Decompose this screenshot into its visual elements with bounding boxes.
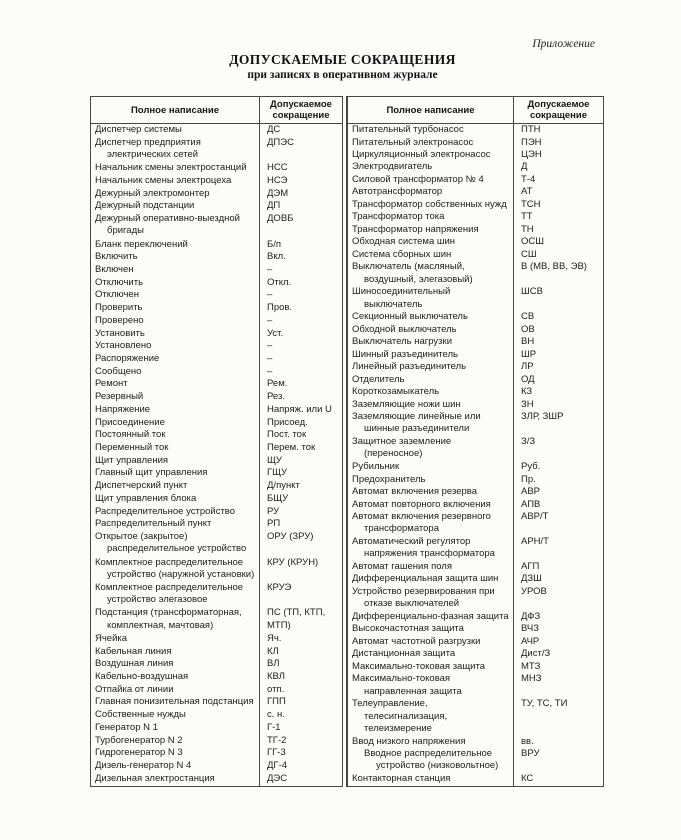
full-name-cell: Бланк переключений	[91, 239, 260, 252]
full-name-cell: Шинный разъединитель	[347, 349, 514, 361]
full-name-cell: Ввод низкого напряжения	[347, 736, 514, 748]
table-row	[91, 340, 343, 353]
full-name-cell: Дифференциально-фазная защита	[347, 611, 514, 623]
table-row	[91, 467, 343, 480]
table-row	[91, 735, 343, 748]
full-name-cell: Собственные нужды	[91, 709, 260, 722]
table-row	[347, 748, 604, 773]
full-name-cell: Распоряжение	[91, 353, 260, 366]
table-row	[91, 429, 343, 442]
full-name-cell: Максимально-токовая защита	[347, 661, 514, 673]
abbreviation-cell: Б/п	[267, 238, 282, 250]
full-name-cell: Циркуляционный электронасос	[347, 149, 514, 161]
table-row	[91, 531, 343, 556]
full-name-cell: Главная понизительная подстанция	[91, 696, 260, 709]
table-row	[91, 506, 343, 519]
abbreviation-cell: Руб.	[521, 461, 541, 473]
full-name-cell: Автоматический регулятор напряжения трансформатора	[347, 536, 514, 561]
abbreviation-cell: НСС	[267, 162, 288, 174]
abbreviation-cell: с. н.	[267, 709, 285, 721]
table-row	[91, 175, 343, 188]
abbreviation-cell: ТГ-2	[267, 734, 287, 746]
full-name-cell: Распределительное устройство	[91, 506, 260, 519]
table-row	[347, 199, 604, 211]
table-row	[347, 586, 604, 611]
full-name-cell: Щит управления	[91, 455, 260, 468]
full-name-cell: Постоянный ток	[91, 429, 260, 442]
full-name-cell: Резервный	[91, 391, 260, 404]
table-row	[91, 162, 343, 175]
abbreviation-cell: –	[267, 314, 273, 326]
table-row	[347, 474, 604, 486]
full-name-cell: Диспетчерский пункт	[91, 480, 260, 493]
table-row	[347, 499, 604, 511]
full-name-cell: Телеуправление, телесигнализация, телеизмерение	[347, 698, 514, 735]
table-row	[91, 277, 343, 290]
full-name-cell: Секционный выключатель	[347, 311, 514, 323]
abbreviation-cell: РУ	[267, 505, 280, 517]
abbreviation-cell: Д	[521, 161, 528, 173]
abbreviation-cell: ДП	[267, 200, 281, 212]
full-name-cell: Установлено	[91, 340, 260, 353]
full-name-cell: Кабельная линия	[91, 646, 260, 659]
abbreviation-cell: ЗН	[521, 398, 534, 410]
table-row	[347, 611, 604, 623]
abbreviation-cell: Д/пункт	[267, 480, 300, 492]
table-row	[347, 186, 604, 198]
abbreviation-cell: ДФЗ	[521, 610, 541, 622]
table-row	[347, 648, 604, 660]
full-name-cell: Дежурный электромонтер	[91, 188, 260, 201]
full-name-cell: Ячейка	[91, 633, 260, 646]
table-header	[347, 97, 604, 124]
abbreviation-cell: ВЧЗ	[521, 623, 539, 635]
table-row	[347, 374, 604, 386]
table-row	[347, 161, 604, 173]
table-row	[347, 636, 604, 648]
abbreviation-cell: Пров.	[267, 302, 293, 314]
abbreviation-cell: Яч.	[267, 632, 282, 644]
column-header-abbreviation: Допускаемое сокращение	[514, 97, 604, 124]
abbreviation-cell: АРН/Т	[521, 536, 549, 547]
table-row	[91, 239, 343, 252]
abbreviation-cell: ОВ	[521, 323, 535, 335]
full-name-cell: Напряжение	[91, 404, 260, 417]
full-name-cell: Обходная система шин	[347, 236, 514, 248]
full-name-cell: Проверено	[91, 315, 260, 328]
abbreviation-cell: ГГ-3	[267, 747, 286, 759]
abbreviation-cell: АПВ	[521, 498, 541, 510]
abbreviation-cell: ЩУ	[267, 454, 282, 466]
table-row	[91, 722, 343, 735]
table-row	[347, 736, 604, 748]
table-row	[347, 623, 604, 635]
table-row	[91, 213, 343, 238]
full-name-cell: Отпайка от линии	[91, 684, 260, 697]
abbreviation-cell: КЛ	[267, 645, 279, 657]
table-row	[91, 518, 343, 531]
abbreviations-table-right	[346, 96, 604, 787]
full-name-cell: Начальник смены электростанций	[91, 162, 260, 175]
full-name-cell: Присоединение	[91, 417, 260, 430]
table-row	[91, 773, 343, 787]
abbreviation-cell: ЗЛР, ЗШР	[521, 411, 564, 423]
full-name-cell: Выключатель (масляный, воздушный, элегазовый)	[347, 261, 514, 286]
full-name-cell: Открытое (закрытое) распределительное устройство	[91, 531, 260, 556]
column-header-full-name: Полное написание	[91, 97, 260, 124]
table-row	[91, 747, 343, 760]
abbreviation-cell: ДЭС	[267, 772, 288, 784]
abbreviation-cell: ТТ	[521, 211, 533, 223]
table-row	[91, 188, 343, 201]
abbreviation-cell: Дист/З	[521, 648, 551, 660]
abbreviation-cell: ПЭН	[521, 136, 542, 148]
abbreviation-cell: АВР/Т	[521, 511, 549, 523]
abbreviation-cell: ОД	[521, 373, 535, 385]
table-row	[91, 124, 343, 137]
full-name-cell: Трансформатор собственных нужд	[347, 199, 514, 211]
full-name-cell: Трансформатор напряжения	[347, 224, 514, 236]
table-row	[347, 137, 604, 149]
abbreviation-cell: ДЭМ	[267, 187, 289, 199]
table-row	[91, 455, 343, 468]
abbreviation-cell: АТ	[521, 186, 533, 198]
table-row	[91, 480, 343, 493]
abbreviation-cell: РП	[267, 518, 281, 530]
full-name-cell: Комплектное распределительное устройство элегазовое	[91, 582, 260, 607]
full-name-cell: Дежурный оперативно-выездной бригады	[91, 213, 260, 238]
abbreviation-cell: МТЗ	[521, 660, 541, 672]
table-row	[347, 561, 604, 573]
full-name-cell: Автомат включения резерва	[347, 486, 514, 498]
abbreviation-cell: Перем. ток	[267, 442, 316, 454]
abbreviation-cell: ОСШ	[521, 236, 544, 248]
full-name-cell: Дифференциальная защита шин	[347, 573, 514, 585]
abbreviation-cell: отп.	[267, 683, 285, 695]
abbreviation-cell: ДПЭС	[267, 136, 294, 148]
table-row	[91, 646, 343, 659]
abbreviation-cell: –	[267, 340, 273, 352]
abbreviation-cell: АГП	[521, 560, 540, 572]
full-name-cell: Автомат повторного включения	[347, 499, 514, 511]
abbreviation-cell: ТН	[521, 223, 534, 235]
table-row	[347, 361, 604, 373]
table-row	[91, 302, 343, 315]
abbreviation-cell: –	[267, 353, 273, 364]
table-row	[91, 200, 343, 213]
abbreviation-cell: ТСН	[521, 198, 541, 210]
abbreviation-cell: КРУЭ	[267, 581, 292, 593]
full-name-cell: Кабельно-воздушная	[91, 671, 260, 684]
abbreviation-cell: Рем.	[267, 378, 288, 390]
table-row	[347, 511, 604, 536]
abbreviation-cell: Откл.	[267, 276, 292, 288]
full-name-cell: Питательный турбонасос	[347, 124, 514, 137]
full-name-cell: Предохранитель	[347, 474, 514, 486]
table-row	[91, 684, 343, 697]
full-name-cell: Гидрогенератор N 3	[91, 747, 260, 760]
abbreviation-cell: Вкл.	[267, 251, 286, 263]
abbreviation-cell: Пр.	[521, 473, 536, 485]
full-name-cell: Включить	[91, 251, 260, 264]
abbreviation-cell: Уст.	[267, 327, 284, 339]
abbreviation-cell: ЛР	[521, 361, 534, 373]
table-row	[91, 353, 343, 366]
full-name-cell: Начальник смены электроцеха	[91, 175, 260, 188]
table-row	[91, 404, 343, 417]
right-table-body	[347, 124, 604, 787]
full-name-cell: Максимально-токовая направленная защита	[347, 673, 514, 698]
full-name-cell: Дизельная электростанция	[91, 773, 260, 787]
abbreviation-cell: –	[267, 263, 273, 275]
table-row	[347, 211, 604, 223]
page-annotation: Приложение	[532, 38, 595, 50]
abbreviation-cell: АВР	[521, 486, 541, 498]
table-row	[347, 461, 604, 473]
table-row	[91, 137, 343, 162]
page-title: ДОПУСКАЕМЫЕ СОКРАЩЕНИЯ	[229, 52, 456, 67]
full-name-cell: Контакторная станция	[347, 773, 514, 786]
abbreviation-cell: ОРУ (ЗРУ)	[267, 531, 314, 543]
table-row	[347, 324, 604, 336]
abbreviation-cell: ДГ-4	[267, 760, 288, 772]
table-row	[91, 582, 343, 607]
full-name-cell: Питательный электронасос	[347, 137, 514, 149]
full-name-cell: Диспетчер предприятия электрических сетей	[91, 137, 260, 162]
full-name-cell: Устройство резервирования при отказе выключателей	[347, 586, 514, 611]
full-name-cell: Линейный разъединитель	[347, 361, 514, 373]
abbreviation-cell: Присоед.	[267, 416, 308, 428]
abbreviation-cell: КЗ	[521, 386, 533, 398]
full-name-cell: Высокочастотная защита	[347, 623, 514, 635]
abbreviation-cell: ВЛ	[267, 658, 280, 670]
abbreviation-cell: ДОВБ	[267, 213, 294, 225]
full-name-cell: Дежурный подстанции	[91, 200, 260, 213]
full-name-cell: Дизель-генератор N 4	[91, 760, 260, 773]
full-name-cell: Воздушная линия	[91, 658, 260, 671]
full-name-cell: Отключен	[91, 289, 260, 302]
full-name-cell: Заземляющие линейные или шинные разъединители	[347, 411, 514, 436]
full-name-cell: Система сборных шин	[347, 249, 514, 261]
abbreviation-cell: Напряж. или U	[267, 403, 332, 415]
table-row	[347, 174, 604, 186]
table-row	[91, 493, 343, 506]
abbreviation-cell: БЩУ	[267, 492, 289, 504]
full-name-cell: Вводное распределительное устройство (низковольтное)	[347, 748, 514, 773]
table-header	[91, 97, 343, 124]
left-table-body	[91, 124, 343, 787]
abbreviation-cell: АЧР	[521, 635, 540, 647]
abbreviation-cell: В (МВ, ВВ, ЭВ)	[521, 261, 587, 273]
abbreviation-cell: СВ	[521, 311, 535, 323]
full-name-cell: Трансформатор тока	[347, 211, 514, 223]
full-name-cell: Установить	[91, 328, 260, 341]
full-name-cell: Отключить	[91, 277, 260, 290]
abbreviation-cell: МНЗ	[521, 673, 542, 685]
abbreviation-cell: ВРУ	[521, 748, 540, 760]
abbreviation-cell: НСЭ	[267, 174, 288, 186]
abbreviation-cell: З/З	[521, 436, 536, 448]
abbreviations-table-left	[90, 96, 343, 787]
page-subtitle: при записях в оперативном журнале	[247, 69, 438, 81]
full-name-cell: Выключатель нагрузки	[347, 336, 514, 348]
table-row	[347, 249, 604, 261]
full-name-cell: Шиносоединительный выключатель	[347, 286, 514, 311]
table-row	[91, 658, 343, 671]
full-name-cell: Турбогенератор N 2	[91, 735, 260, 748]
full-name-cell: Заземляющие ножи шин	[347, 399, 514, 411]
table-row	[91, 557, 343, 582]
abbreviations-tables-region	[90, 96, 597, 787]
abbreviation-cell: ВН	[521, 336, 535, 348]
full-name-cell: Распределительный пункт	[91, 518, 260, 531]
table-row	[91, 251, 343, 264]
full-name-cell: Рубильник	[347, 461, 514, 473]
header-row	[91, 97, 343, 124]
table-row	[347, 286, 604, 311]
abbreviation-cell: КВЛ	[267, 671, 285, 683]
table-row	[347, 236, 604, 248]
full-name-cell: Автомат частотной разгрузки	[347, 636, 514, 648]
full-name-cell: Защитное заземление (переносное)	[347, 436, 514, 461]
abbreviation-cell: –	[267, 289, 273, 301]
table-row	[91, 696, 343, 709]
full-name-cell: Короткозамыкатель	[347, 386, 514, 398]
table-row	[347, 698, 604, 735]
abbreviation-cell: ТУ, ТС, ТИ	[521, 698, 568, 710]
table-row	[91, 328, 343, 341]
abbreviation-cell: ДС	[267, 124, 281, 135]
table-row	[91, 760, 343, 773]
table-row	[91, 633, 343, 646]
abbreviation-cell: ГЩУ	[267, 467, 288, 479]
abbreviation-cell: Рез.	[267, 391, 285, 403]
table-row	[347, 224, 604, 236]
table-row	[91, 417, 343, 430]
full-name-cell: Автомат включения резервного трансформатора	[347, 511, 514, 536]
abbreviation-cell: Г-1	[267, 721, 281, 733]
table-row	[347, 386, 604, 398]
full-name-cell: Обходной выключатель	[347, 324, 514, 336]
table-row	[91, 709, 343, 722]
full-name-cell: Переменный ток	[91, 442, 260, 455]
table-row	[347, 411, 604, 436]
full-name-cell: Включен	[91, 264, 260, 277]
table-row	[347, 661, 604, 673]
abbreviation-cell: –	[267, 365, 273, 377]
abbreviation-cell: ЦЭН	[521, 148, 542, 160]
full-name-cell: Подстанция (трансформаторная, комплектная, мачтовая)	[91, 607, 260, 632]
table-row	[347, 149, 604, 161]
full-name-cell: Силовой трансформатор № 4	[347, 174, 514, 186]
column-header-abbreviation: Допускаемое сокращение	[260, 97, 343, 124]
full-name-cell: Отделитель	[347, 374, 514, 386]
full-name-cell: Главный щит управления	[91, 467, 260, 480]
abbreviation-cell: ШР	[521, 348, 537, 360]
table-row	[91, 366, 343, 379]
full-name-cell: Щит управления блока	[91, 493, 260, 506]
abbreviation-cell: ПС (ТП, КТП, МТП)	[267, 607, 326, 631]
full-name-cell: Автотрансформатор	[347, 186, 514, 198]
abbreviation-cell: УРОВ	[521, 585, 547, 597]
abbreviation-cell: ШСВ	[521, 286, 543, 298]
abbreviation-cell: КС	[521, 773, 534, 785]
full-name-cell: Генератор N 1	[91, 722, 260, 735]
table-row	[91, 442, 343, 455]
table-row	[347, 436, 604, 461]
table-row	[91, 607, 343, 632]
table-row	[347, 261, 604, 286]
column-header-full-name: Полное написание	[347, 97, 514, 124]
full-name-cell: Ремонт	[91, 378, 260, 391]
full-name-cell: Электродвигатель	[347, 161, 514, 173]
abbreviation-cell: ПТН	[521, 124, 541, 135]
table-row	[91, 671, 343, 684]
full-name-cell: Проверить	[91, 302, 260, 315]
full-name-cell: Комплектное распределительное устройство (наружной установки)	[91, 557, 260, 582]
table-row	[91, 391, 343, 404]
table-row	[347, 311, 604, 323]
full-name-cell: Автомат гашения поля	[347, 561, 514, 573]
abbreviation-cell: СШ	[521, 248, 537, 260]
table-row	[91, 264, 343, 277]
table-row	[91, 378, 343, 391]
abbreviation-cell: ГПП	[267, 696, 286, 708]
table-row	[347, 336, 604, 348]
table-row	[347, 673, 604, 698]
header-row	[347, 97, 604, 124]
table-row	[347, 773, 604, 786]
abbreviation-cell: вв.	[521, 735, 534, 747]
abbreviation-cell: Т-4	[521, 173, 536, 185]
full-name-cell: Дистанционная защита	[347, 648, 514, 660]
table-row	[347, 399, 604, 411]
abbreviation-cell: Пост. ток	[267, 429, 307, 441]
table-row	[91, 289, 343, 302]
full-name-cell: Диспетчер системы	[91, 124, 260, 137]
table-row	[347, 573, 604, 585]
abbreviation-cell: КРУ (КРУН)	[267, 556, 319, 568]
table-row	[347, 349, 604, 361]
full-name-cell: Сообщено	[91, 366, 260, 379]
table-row	[347, 486, 604, 498]
abbreviation-cell: ДЗШ	[521, 573, 542, 585]
table-row	[91, 315, 343, 328]
table-row	[347, 124, 604, 137]
table-row	[347, 536, 604, 561]
